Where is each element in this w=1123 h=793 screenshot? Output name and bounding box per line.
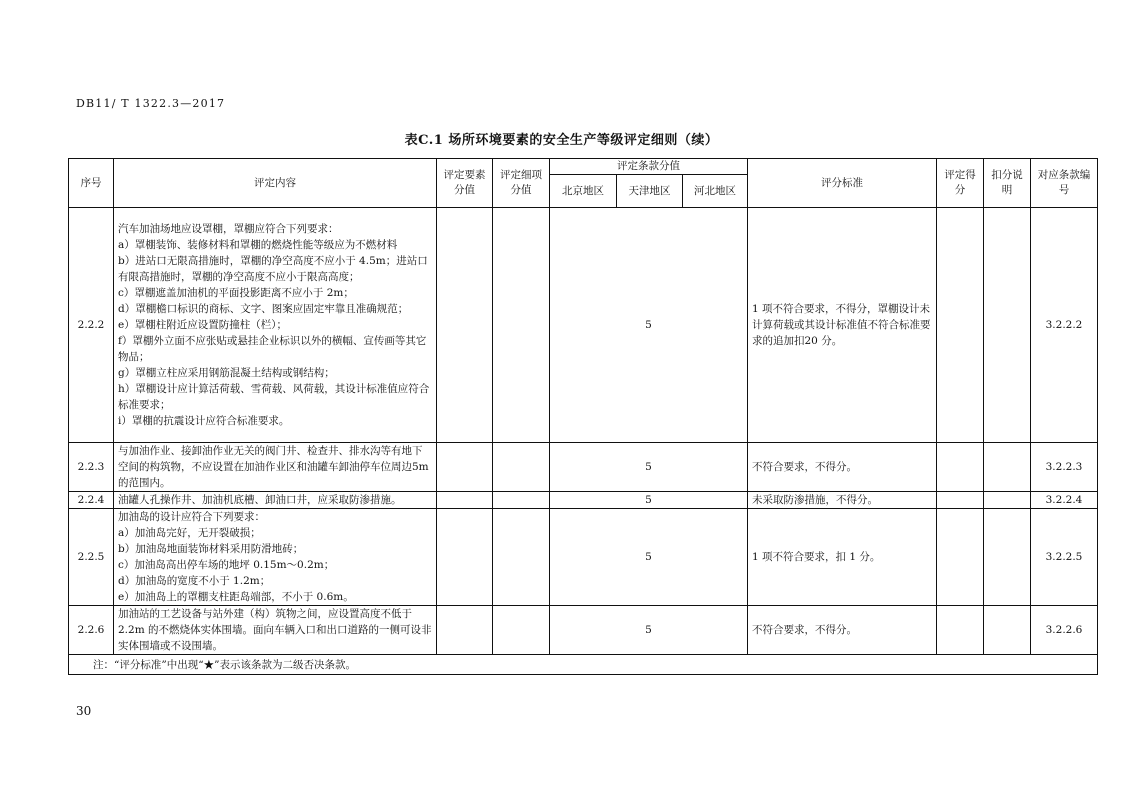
row-item-score <box>493 606 550 655</box>
row-clause-no: 3.2.2.6 <box>1031 606 1098 655</box>
row-seq: 2.2.3 <box>69 443 114 492</box>
content-line: 与加油作业、接卸油作业无关的阀门井、检查井、排水沟等有地下空间的构筑物，不应设置在加油作业区和油罐车卸油停车位周边5m 的范围内。 <box>118 445 429 489</box>
col-header-seq: 序号 <box>69 159 114 208</box>
col-header-criteria: 评分标准 <box>748 159 937 208</box>
row-clause-score: 5 <box>550 606 748 655</box>
content-line: a）罩棚装饰、装修材料和罩棚的燃烧性能等级应为不燃材料 <box>118 239 398 251</box>
row-deduct-note <box>984 208 1031 443</box>
col-header-clause-group: 评定条款分值 <box>550 159 748 175</box>
content-line: h）罩棚设计应计算活荷载、雪荷载、风荷载，其设计标准值应符合标准要求； <box>118 383 430 411</box>
row-criteria: 1 项不符合要求，扣 1 分。 <box>748 509 937 606</box>
content-line: e）罩棚柱附近应设置防撞柱（栏）； <box>118 319 287 331</box>
row-item-score <box>493 509 550 606</box>
row-deduct-note <box>984 606 1031 655</box>
row-seq: 2.2.6 <box>69 606 114 655</box>
row-criteria: 不符合要求，不得分。 <box>748 606 937 655</box>
row-elem-score <box>437 208 493 443</box>
col-header-tianjin: 天津地区 <box>617 175 683 208</box>
row-item-score <box>493 492 550 509</box>
row-criteria: 未采取防渗措施，不得分。 <box>748 492 937 509</box>
col-header-item-score: 评定细项分值 <box>493 159 550 208</box>
col-header-deduct-note: 扣分说明 <box>984 159 1031 208</box>
row-content <box>114 443 437 492</box>
content-line: g）罩棚立柱应采用钢筋混凝土结构或钢结构； <box>118 367 335 379</box>
row-deduct-note <box>984 443 1031 492</box>
row-clause-score: 5 <box>550 443 748 492</box>
row-got-score <box>937 443 984 492</box>
table-note: 注：“评分标准”中出现“★”表示该条款为二级否决条款。 <box>69 655 1098 675</box>
row-elem-score <box>437 606 493 655</box>
col-header-beijing: 北京地区 <box>550 175 617 208</box>
row-content <box>114 208 437 443</box>
row-deduct-note <box>984 492 1031 509</box>
row-deduct-note <box>984 509 1031 606</box>
content-line: b）加油岛地面装饰材料采用防滑地砖； <box>118 543 304 555</box>
row-seq: 2.2.4 <box>69 492 114 509</box>
row-clause-no: 3.2.2.2 <box>1031 208 1098 443</box>
content-line: f）罩棚外立面不应张贴或悬挂企业标识以外的横幅、宣传画等其它物品； <box>118 335 427 363</box>
content-line: c）加油岛高出停车场的地坪 0.15m～0.2m； <box>118 559 335 571</box>
page-number: 30 <box>76 704 92 718</box>
row-seq: 2.2.2 <box>69 208 114 443</box>
content-line: 加油站的工艺设备与站外建（构）筑物之间，应设置高度不低于 2.2m 的不燃烧体实体围墙。面向车辆入口和出口道路的一侧可设非实体围墙或不设围墙。 <box>118 608 432 652</box>
content-line: 汽车加油场地应设罩棚，罩棚应符合下列要求： <box>118 223 339 235</box>
content-line: c）罩棚遮盖加油机的平面投影距离不应小于 2m； <box>118 287 354 299</box>
row-item-score <box>493 208 550 443</box>
table-row <box>69 606 1098 655</box>
row-elem-score <box>437 443 493 492</box>
table-note-row <box>69 655 1098 675</box>
content-line: d）罩棚檐口标识的商标、文字、图案应固定牢靠且准确规范； <box>118 303 409 315</box>
row-clause-score: 5 <box>550 509 748 606</box>
row-content <box>114 606 437 655</box>
row-clause-no: 3.2.2.5 <box>1031 509 1098 606</box>
table-row <box>69 509 1098 606</box>
row-got-score <box>937 208 984 443</box>
row-criteria: 不符合要求，不得分。 <box>748 443 937 492</box>
col-header-got-score: 评定得分 <box>937 159 984 208</box>
row-elem-score <box>437 492 493 509</box>
standard-code: DB11/ T 1322.3—2017 <box>76 97 226 110</box>
content-line: e）加油岛上的罩棚支柱距岛端部，不小于 0.6m。 <box>118 591 354 603</box>
content-line: i）罩棚的抗震设计应符合标准要求。 <box>118 415 290 427</box>
row-got-score <box>937 606 984 655</box>
row-criteria: 1 项不符合要求，不得分，罩棚设计未计算荷载或其设计标准值不符合标准要求的追加扣20 分。 <box>748 208 937 443</box>
table-row <box>69 443 1098 492</box>
table-row <box>69 492 1098 509</box>
row-got-score <box>937 492 984 509</box>
row-got-score <box>937 509 984 606</box>
content-line: 油罐人孔操作井、加油机底槽、卸油口井，应采取防渗措施。 <box>118 494 402 506</box>
content-line: b）进站口无限高措施时，罩棚的净空高度不应小于 4.5m；进站口有限高措施时，罩棚的净空高度不应小于限高高度； <box>118 255 428 283</box>
col-header-elem-score: 评定要素分值 <box>437 159 493 208</box>
table-title: 表C.1 场所环境要素的安全生产等级评定细则（续） <box>404 133 719 148</box>
content-line: a）加油岛完好，无开裂破损； <box>118 527 261 539</box>
row-content <box>114 492 437 509</box>
col-header-clause-no: 对应条款编号 <box>1031 159 1098 208</box>
row-content <box>114 509 437 606</box>
row-elem-score <box>437 509 493 606</box>
evaluation-table <box>68 158 1098 675</box>
row-clause-no: 3.2.2.3 <box>1031 443 1098 492</box>
col-header-hebei: 河北地区 <box>683 175 748 208</box>
content-line: d）加油岛的宽度不小于 1.2m； <box>118 575 271 587</box>
col-header-content: 评定内容 <box>114 159 437 208</box>
row-seq: 2.2.5 <box>69 509 114 606</box>
row-clause-no: 3.2.2.4 <box>1031 492 1098 509</box>
row-clause-score: 5 <box>550 208 748 443</box>
row-clause-score: 5 <box>550 492 748 509</box>
row-item-score <box>493 443 550 492</box>
table-row <box>69 208 1098 443</box>
content-line: 加油岛的设计应符合下列要求： <box>118 511 265 523</box>
